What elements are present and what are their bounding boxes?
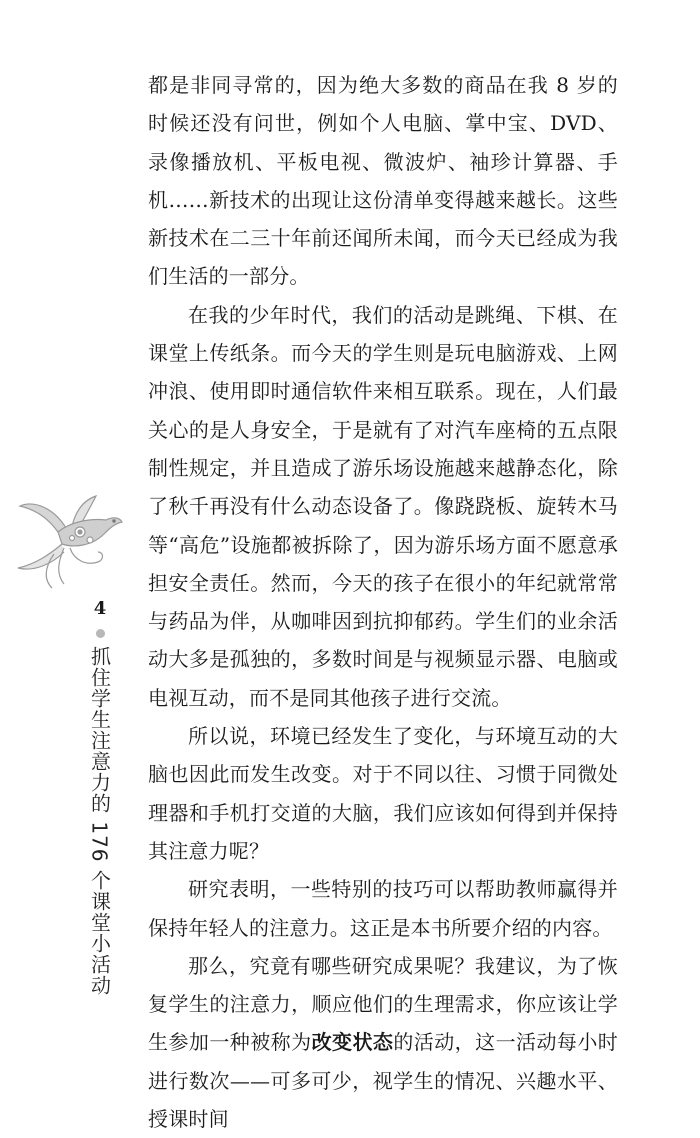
paragraph-text: 那么，究竟有哪些研究成果呢？我建议，为了恢复学生的注意力，顺应他们的生理需求，你应该让学生参加一种被称为 [148, 953, 618, 1055]
paragraph-text: 研究表明，一些特别的技巧可以帮助教师赢得并保持年轻人的注意力。这正是本书所要介绍的内容。 [148, 877, 618, 940]
emphasized-term: 改变状态 [311, 1030, 394, 1055]
paragraph-text: 都是非同寻常的，因为绝大多数的商品在我 8 岁的时候还没有问世，例如个人电脑、掌中宝、DVD、录像播放机、平板电视、微波炉、袖珍计算器、手机……新技术的出现让这份清单变得越来越长。这些新技术在二三十年前还闻所未闻，而今天已经成为我们生活的一部分。 [148, 73, 618, 289]
paragraph [148, 66, 618, 296]
paragraph [148, 296, 618, 717]
paragraph-text: 在我的少年时代，我们的活动是跳绳、下棋、在课堂上传纸条。而今天的学生则是玩电脑游戏、上网冲浪、使用即时通信软件来相互联系。现在，人们最关心的是人身安全，于是就有了对汽车座椅的五点限制性规定，并且造成了游乐场设施越来越静态化，除了秋千再没有什么动态设备了。像跷跷板、旋转木马等“高危”设施都被拆除了，因为游乐场方面不愿意承担安全责任。然而，今天的孩子在很小的年纪就常常与药品为伴，从咖啡因到抗抑郁药。学生们的业余活动大多是孤独的，多数时间是与视频显示器、电脑或电视互动，而不是同其他孩子进行交流。 [148, 302, 618, 710]
paragraph-text: 所以说，环境已经发生了变化，与环境互动的大脑也因此而发生改变。对于不同以往、习惯于同微处理器和手机打交道的大脑，我们应该如何得到并保持其注意力呢？ [148, 724, 618, 863]
running-book-title: 抓住学生注意力的 176 个课堂小活动 [87, 646, 112, 996]
bird-flower-ornament-icon [14, 488, 126, 592]
paragraph-text: 的活动，这一活动每小时进行数次——可多可少，视学生的情况、兴趣水平、授课时间 [148, 1030, 618, 1132]
paragraph [148, 870, 618, 947]
page-number: 4 [93, 598, 107, 619]
body-text [148, 66, 618, 1138]
paragraph [148, 947, 618, 1138]
paragraph [148, 717, 618, 870]
page-sidebar [80, 598, 120, 996]
bullet-dot-icon [96, 629, 105, 638]
